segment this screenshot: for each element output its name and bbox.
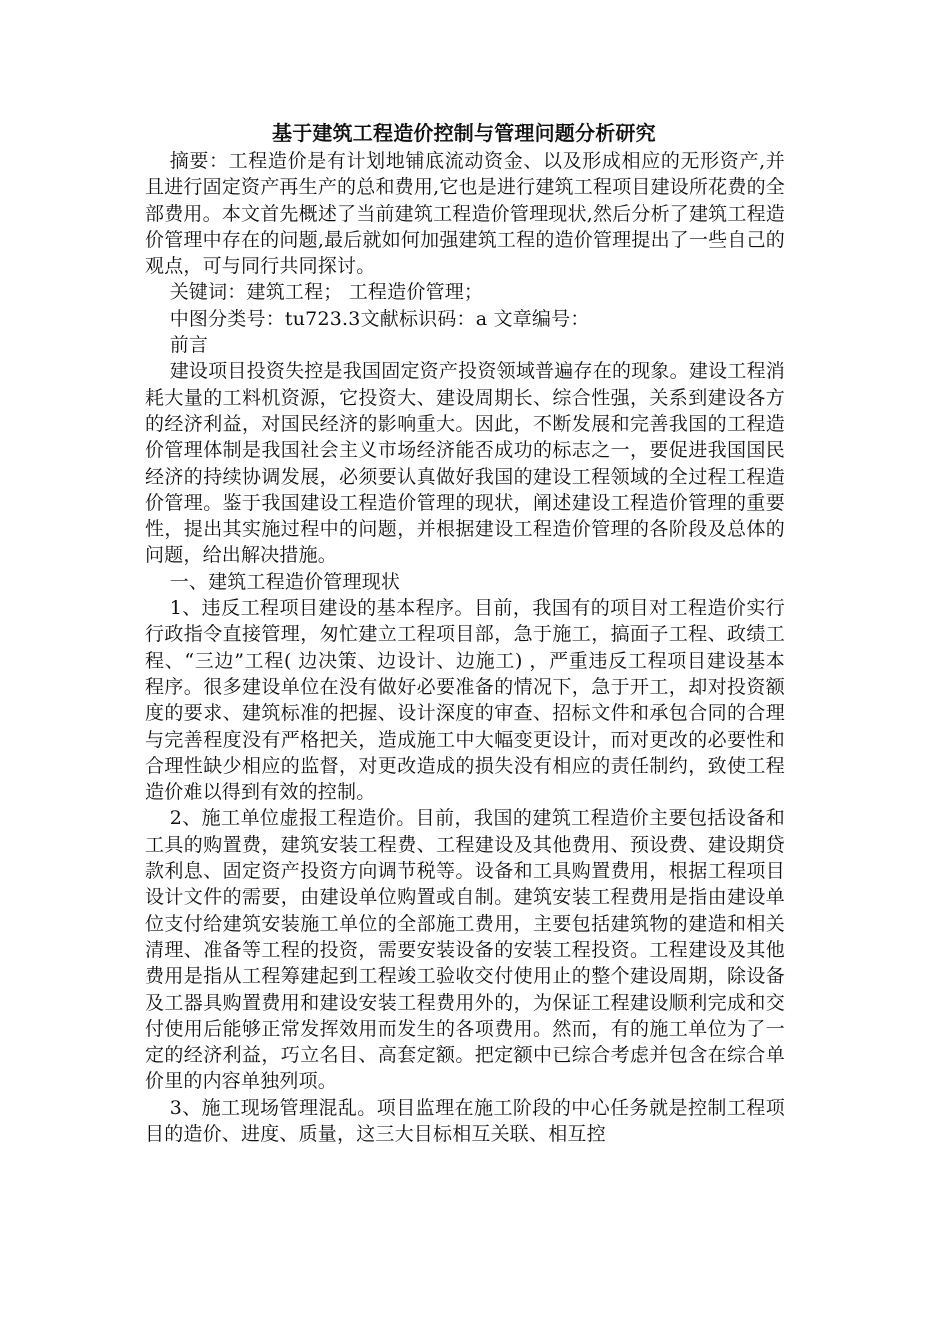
item-paragraph-2: 2、施工单位虚报工程造价。目前，我国的建筑工程造价主要包括设备和工具的购置费，建筑安装工程费、工程建设及其他费用、预设费、建设期贷款利息、固定资产投资方向调节税等。设备和工具购置费用，根据工程项目设计文件的需要，由建设单位购置或自制。建筑安装工程费用是指由建设单位支付给建筑安装施工单位的全部施工费用，主要包括建筑物的建造和相关清理、准备等工程的投资，需要安装设备的安装工程投资。工程建设及其他费用是指从工程筹建起到工程竣工验收交付使用止的整个建设周期，除设备及工器具购置费用和建设安装工程费用外的，为保证工程建设顺利完成和交付使用后能够正常发挥效用而发生的各项费用。然而，有的施工单位为了一定的经济利益，巧立名目、高套定额。把定额中已综合考虑并包含在综合单价里的内容单独列项。 [145,807,785,1093]
classification-line: 中图分类号：tu723.3文献标识码：a 文章编号： [169,307,590,330]
abstract-paragraph: 摘要：工程造价是有计划地铺底流动资金、以及形成相应的无形资产,并且进行固定资产再生产的总和费用,它也是进行建筑工程项目建设所花费的全部费用。本文首先概述了当前建筑工程造价管理现状,然后分析了建筑工程造价管理中存在的问题,最后就如何加强建筑工程的造价管理提出了一些自己的观点，可与同行共同探讨。 [145,150,785,278]
item-paragraph-3: 3、施工现场管理混乱。项目监理在施工阶段的中心任务就是控制工程项目的造价、进度、质量，这三大目标相互关联、相互控 [145,1096,785,1145]
document-page [145,118,785,1147]
preface-paragraph: 建设项目投资失控是我国固定资产投资领域普遍存在的现象。建设工程消耗大量的工料机资源，它投资大、建设周期长、综合性强，关系到建设各方的经济利益，对国民经济的影响重大。因此，不断发展和完善我国的工程造价管理体制是我国社会主义市场经济能否成功的标志之一，要促进我国国民经济的持续协调发展，必须要认真做好我国的建设工程领域的全过程工程造价管理。鉴于我国建设工程造价管理的现状，阐述建设工程造价管理的重要性，提出其实施过程中的问题，并根据建设工程造价管理的各阶段及总体的问题，给出解决措施。 [145,360,785,567]
item-paragraph-1: 1、违反工程项目建设的基本程序。目前，我国有的项目对工程造价实行行政指令直接管理，匆忙建立工程项目部，急于施工，搞面子工程、政绩工程、“三边”工程( 边决策、边设计、边施工) ，严重违反工程项目建设基本程序。很多建设单位在没有做好必要准备的情况下，急于开工，却对投资额度的要求、建筑标准的把握、设计深度的审查、招标文件和承包合同的合理与完善程度没有严格把关，造成施工中大幅变更设计，而对更改的必要性和合理性缺少相应的监督，对更改造成的损失没有相应的责任制约，致使工程造价难以得到有效的控制。 [145,597,785,804]
section-heading: 一、建筑工程造价管理现状 [169,570,401,593]
preface-heading: 前言 [169,334,209,357]
document-title: 基于建筑工程造价控制与管理问题分析研究 [272,121,656,145]
keywords-line: 关键词：建筑工程； 工程造价管理； [169,281,484,304]
